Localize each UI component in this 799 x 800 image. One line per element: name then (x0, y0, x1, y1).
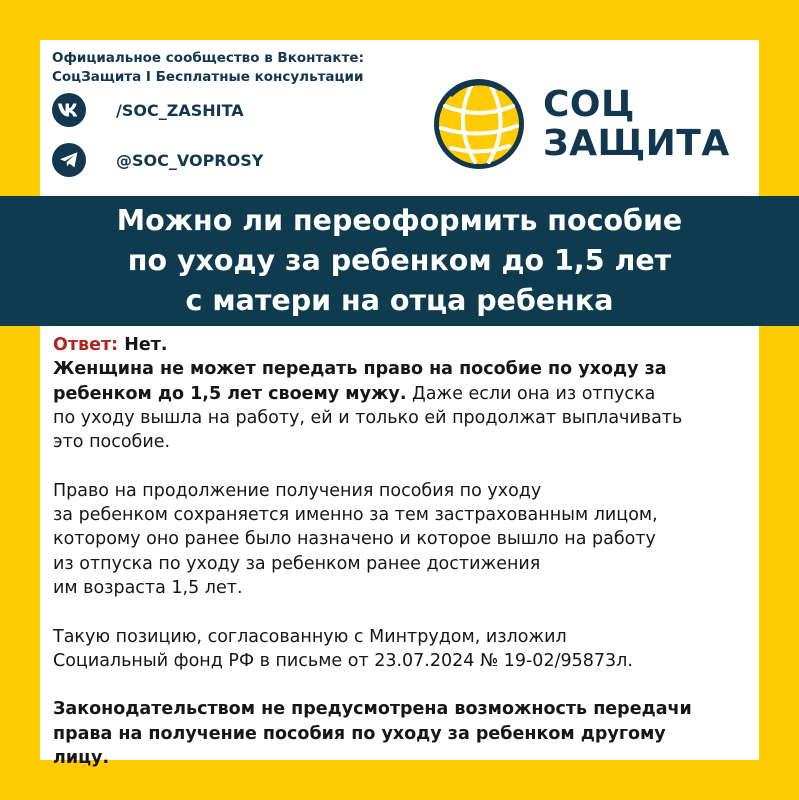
p2-line-1: Право на продолжение получения пособия по уходу (53, 480, 542, 501)
community-line-1: Официальное сообщество в Вконтакте: (52, 50, 364, 66)
title-line-3: с матери на отца ребенка (185, 284, 614, 317)
answer-label: Ответ: (53, 335, 119, 355)
vk-icon (52, 93, 86, 127)
community-info (52, 49, 364, 87)
community-line-2: СоцЗащита I Бесплатные консультации (52, 69, 364, 85)
telegram-icon (52, 143, 86, 177)
header (40, 40, 759, 196)
p1-line-2 (53, 382, 763, 406)
p4-line-1: Законодательством не предусмотрена возможность передачи (53, 699, 692, 720)
paragraph-gap (53, 673, 763, 697)
p2-line-5: им возраста 1,5 лет. (53, 577, 243, 598)
brand-line-1: СОЦ (543, 84, 635, 125)
p2-line-2: за ребенком сохраняется именно за тем застрахованным лицом, (53, 505, 658, 526)
answer-value: Нет. (118, 335, 168, 355)
p4-line-3: лицу. (53, 748, 110, 769)
brand-name (543, 85, 730, 163)
telegram-link[interactable] (52, 143, 263, 177)
p1-line-2-bold: ребенком до 1,5 лет своему мужу. (53, 383, 407, 404)
brand-logo (431, 76, 730, 172)
answer-line (53, 333, 763, 357)
title-banner (0, 196, 799, 326)
title-line-2: по уходу за ребенком до 1,5 лет (127, 244, 672, 277)
p1-line-3: по уходу вышла на работу, ей и только ей продолжат выплачивать (53, 407, 683, 428)
vk-handle[interactable]: /SOC_ZASHITA (116, 100, 244, 120)
vk-link[interactable] (52, 93, 244, 127)
brand-line-2: ЗАЩИТА (543, 123, 730, 164)
paragraph-gap (53, 600, 763, 624)
article-body (53, 333, 763, 770)
p1-line-4: это пособие. (53, 432, 171, 453)
p3-line-2: Социальный фонд РФ в письме от 23.07.2024 № 19-02/95873л. (53, 650, 633, 671)
p3-line-1: Такую позицию, согласованную с Минтрудом, изложил (53, 626, 567, 647)
p1-line-2-rest: Даже если она из отпуска (406, 383, 656, 404)
p2-line-4: из отпуска по уходу за ребенком ранее достижения (53, 553, 541, 574)
title-line-1: Можно ли переоформить пособие (116, 204, 683, 237)
telegram-handle[interactable]: @SOC_VOPROSY (116, 150, 264, 170)
p4-line-2: права на получение пособия по уходу за ребенком другому (53, 723, 666, 744)
p2-line-3: которому оно ранее было назначено и которое вышло на работу (53, 529, 656, 550)
paragraph-gap (53, 454, 763, 478)
p1-line-1: Женщина не может передать право на пособие по уходу за (53, 359, 667, 380)
globe-logo-icon (431, 76, 527, 172)
